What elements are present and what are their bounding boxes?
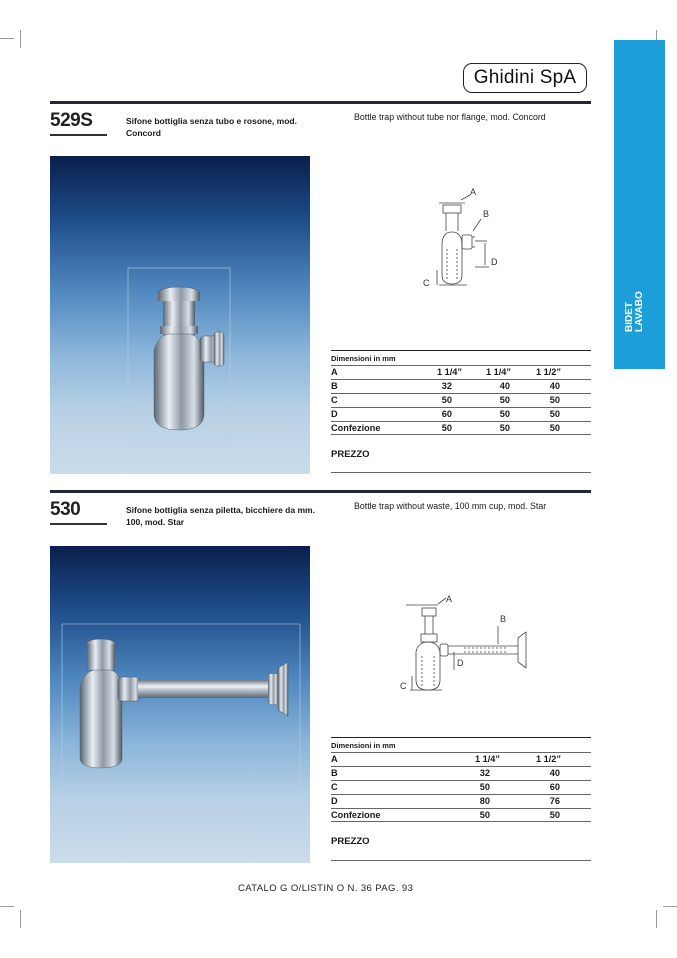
table-cell: 32 — [479, 768, 490, 778]
row-label: B — [331, 768, 338, 778]
table-cell: 1 1/4” — [474, 754, 500, 764]
table-row — [331, 752, 591, 766]
row-label: A — [331, 754, 338, 764]
technical-drawing — [415, 183, 525, 293]
row-label: A — [331, 367, 338, 377]
table-cell: 50 — [549, 810, 560, 820]
table-header: Dimensioni in mm — [331, 741, 396, 750]
table-cell: 50 — [499, 395, 510, 405]
product-description-it: Sifone bottiglia senza tubo e rosone, mod. Concord — [126, 116, 297, 138]
table-cell: 50 — [499, 409, 510, 419]
dimensions-table — [331, 350, 591, 440]
table-cell: 40 — [549, 768, 560, 778]
brand-logo-text: Ghidini SpA — [473, 67, 577, 88]
table-cell: 60 — [441, 409, 452, 419]
table-row — [331, 393, 591, 407]
product-code: 529S — [50, 110, 93, 131]
diagram-label-b: B — [500, 614, 507, 624]
category-bidet: BIDET — [624, 302, 635, 332]
category-lavabo: LAVABO — [634, 291, 645, 332]
table-cell: 1 1/4” — [436, 367, 462, 377]
dimensions-table — [331, 737, 591, 827]
diagram-label-b: B — [483, 209, 490, 219]
diagram-label-c: C — [400, 681, 407, 691]
row-label: C — [331, 782, 338, 792]
table-row — [331, 407, 591, 421]
table-cell: 50 — [549, 395, 560, 405]
table-cell: 40 — [549, 381, 560, 391]
table-cell: 32 — [441, 381, 452, 391]
category-tab-label — [621, 276, 661, 336]
table-cell: 50 — [479, 810, 490, 820]
table-cell: 1 1/2” — [535, 367, 561, 377]
price-rule — [331, 860, 591, 861]
diagram-label-a: A — [470, 187, 477, 197]
brand-logo — [463, 63, 587, 93]
crop-mark — [663, 906, 677, 907]
code-underline — [50, 134, 107, 136]
product-description-en: Bottle trap without tube nor flange, mod. Concord — [354, 112, 546, 122]
crop-mark — [0, 906, 14, 907]
technical-drawing — [398, 590, 538, 700]
table-cell: 50 — [499, 423, 510, 433]
page-footer: CATALO G O/LISTIN O N. 36 PAG. 93 — [238, 883, 414, 894]
section-rule — [50, 490, 591, 493]
crop-mark — [0, 38, 14, 39]
product-photo — [50, 156, 310, 474]
product-code: 530 — [50, 499, 81, 520]
row-label: C — [331, 395, 338, 405]
crop-mark — [20, 30, 21, 48]
table-cell: 1 1/4” — [485, 367, 511, 377]
product-description-en: Bottle trap without waste, 100 mm cup, mod. Star — [354, 501, 547, 511]
table-cell: 60 — [549, 782, 560, 792]
product-description-it: Sifone bottiglia senza piletta, bicchiere da mm. 100, mod. Star — [126, 505, 315, 527]
table-cell: 80 — [479, 796, 490, 806]
table-cell: 1 1/2” — [535, 754, 561, 764]
crop-mark — [20, 910, 21, 928]
table-cell: 50 — [479, 782, 490, 792]
table-row — [331, 766, 591, 780]
bottle-trap-image — [50, 546, 310, 863]
table-row — [331, 808, 591, 822]
row-label: D — [331, 796, 338, 806]
row-label: B — [331, 381, 338, 391]
table-cell: 50 — [549, 423, 560, 433]
table-cell: 76 — [549, 796, 560, 806]
price-label: PREZZO — [331, 449, 370, 460]
table-cell: 50 — [441, 395, 452, 405]
table-cell: 50 — [441, 423, 452, 433]
price-rule — [331, 472, 591, 473]
table-row — [331, 421, 591, 435]
table-top-rule — [331, 350, 591, 351]
product-photo — [50, 546, 310, 863]
table-top-rule — [331, 737, 591, 738]
crop-mark — [656, 910, 657, 928]
row-label: Confezione — [331, 423, 381, 433]
table-header: Dimensioni in mm — [331, 354, 396, 363]
diagram-label-d: D — [491, 257, 498, 267]
code-underline — [50, 523, 107, 525]
diagram-label-a: A — [446, 594, 453, 604]
row-label: Confezione — [331, 810, 381, 820]
table-row — [331, 794, 591, 808]
diagram-label-d: D — [457, 658, 464, 668]
table-row — [331, 379, 591, 393]
bottle-trap-image — [50, 156, 310, 474]
table-cell: 40 — [499, 381, 510, 391]
table-cell: 50 — [549, 409, 560, 419]
row-label: D — [331, 409, 338, 419]
price-label: PREZZO — [331, 836, 370, 847]
section-rule — [50, 101, 591, 104]
table-row — [331, 780, 591, 794]
table-row — [331, 365, 591, 379]
diagram-label-c: C — [423, 278, 430, 288]
